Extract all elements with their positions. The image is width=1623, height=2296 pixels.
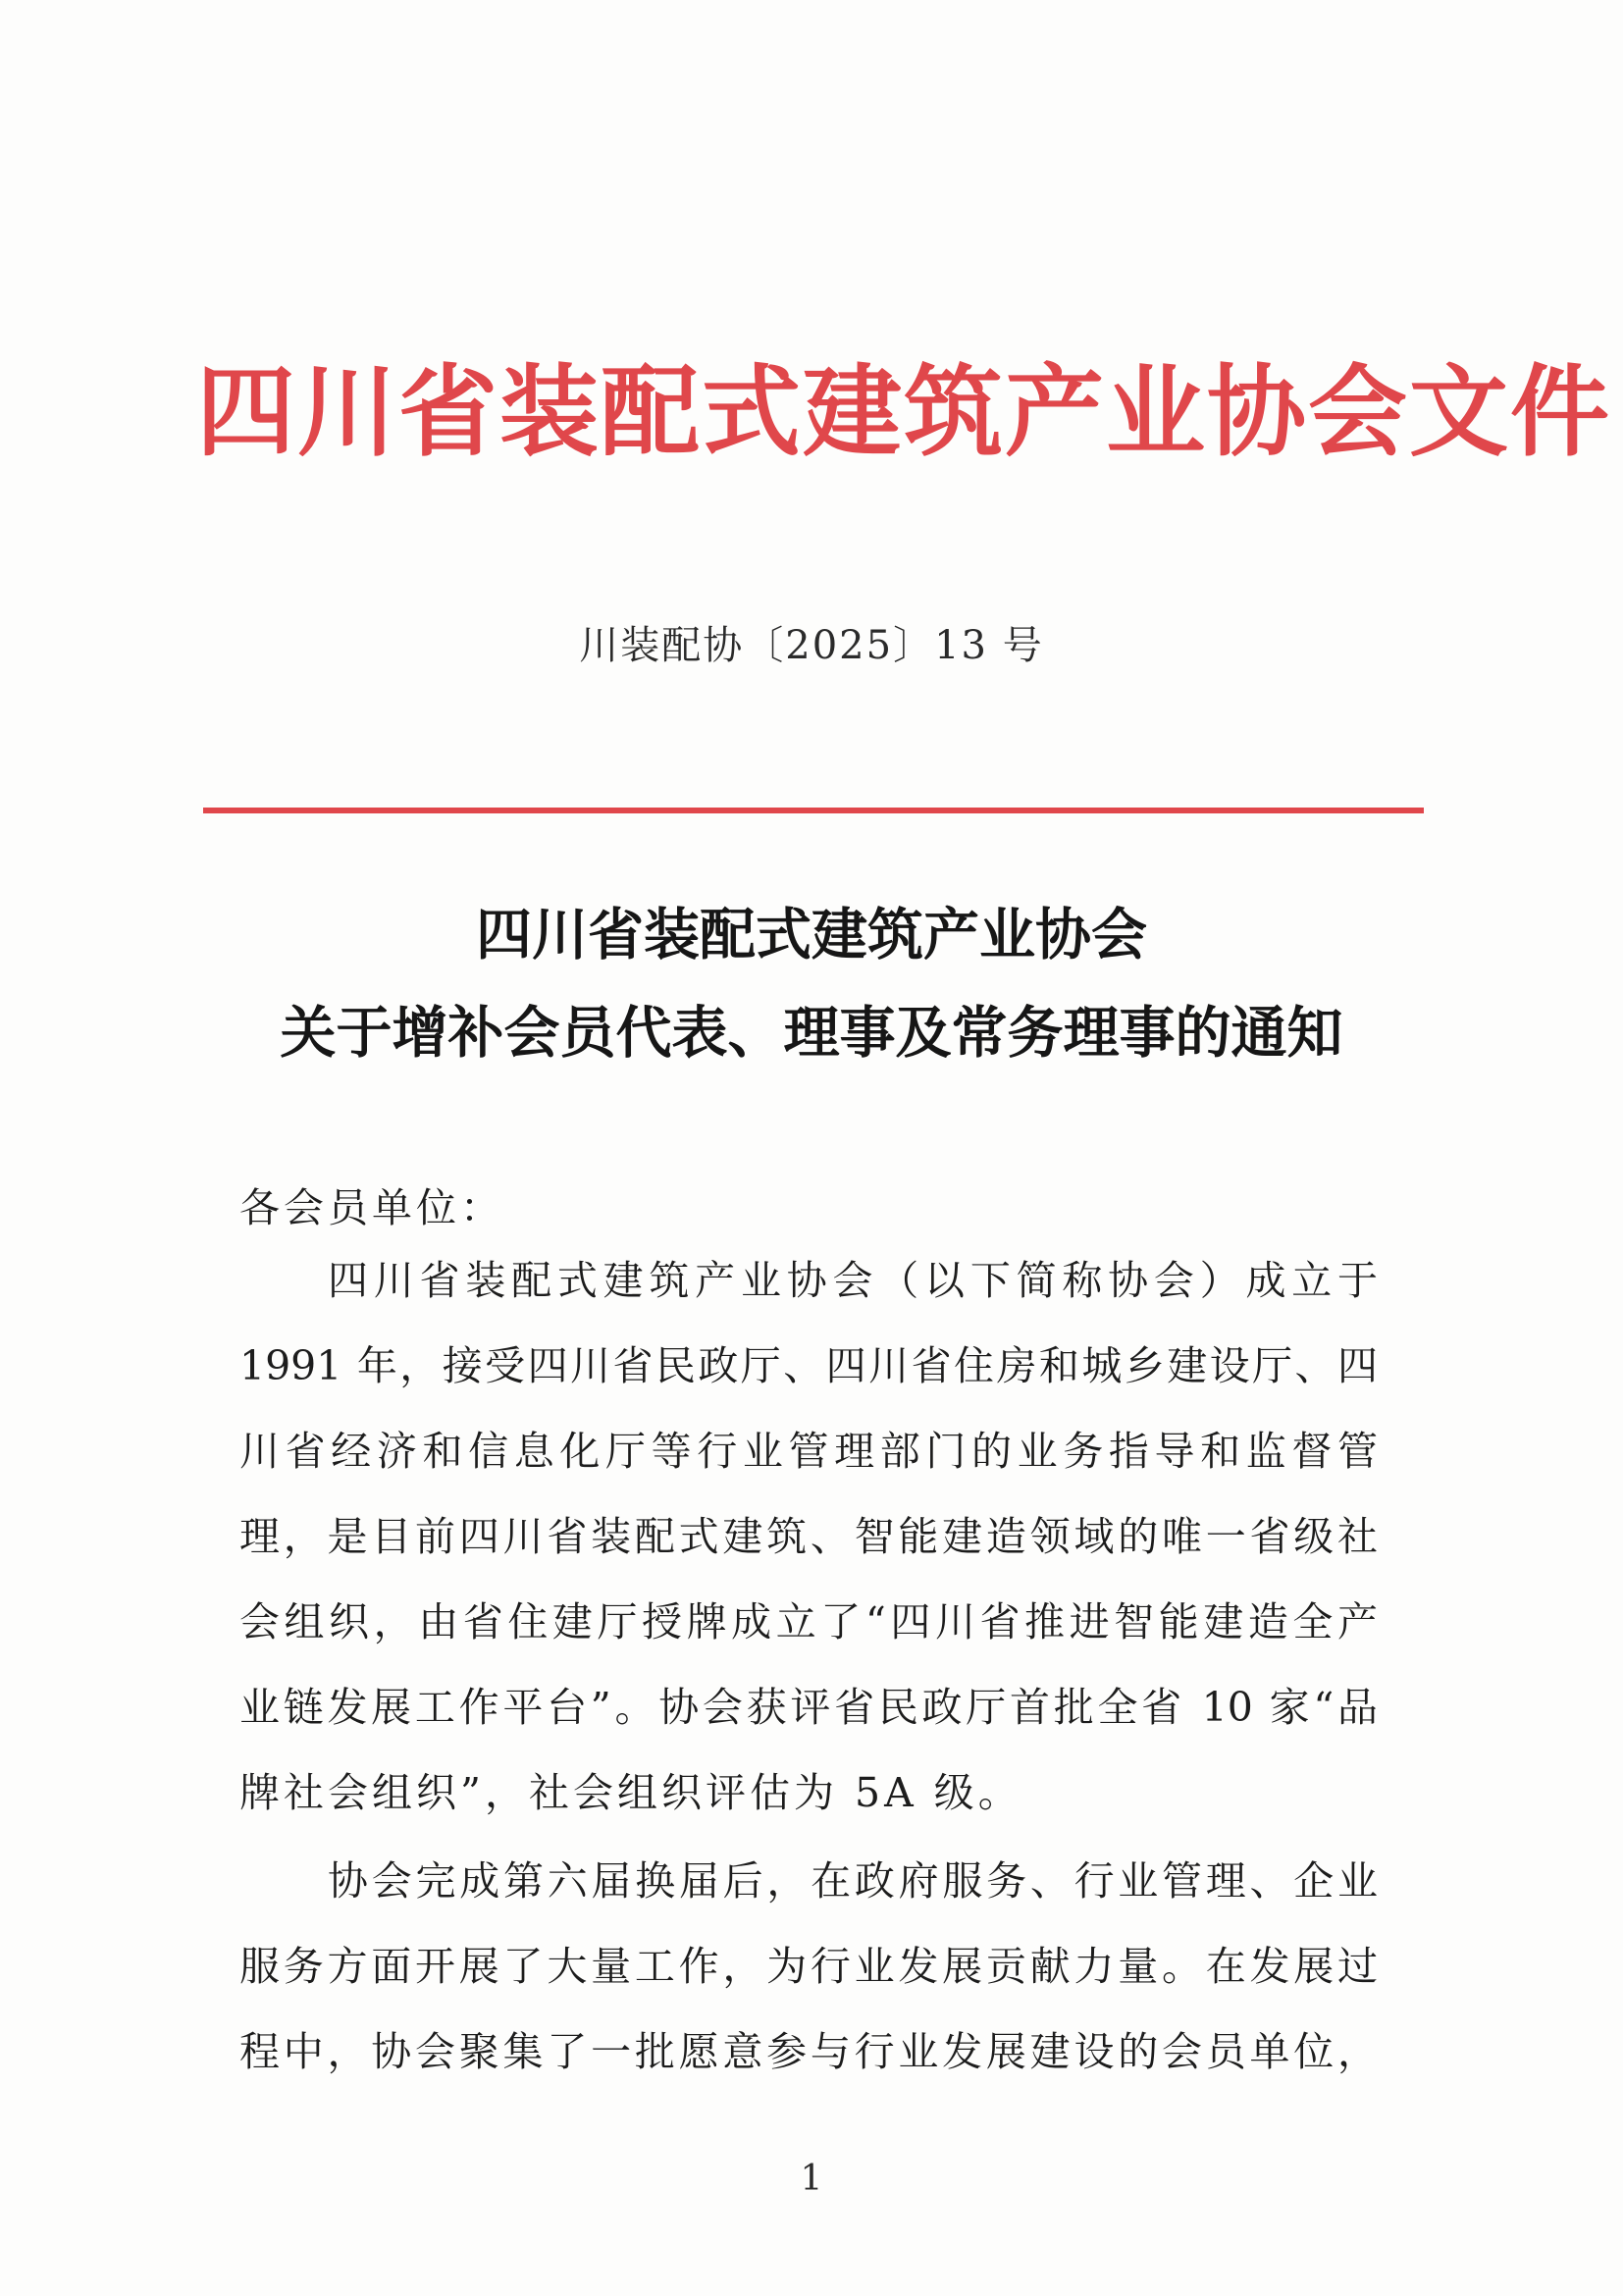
salutation: 各会员单位： — [239, 1184, 504, 1231]
body-line: 理，是目前四川省装配式建筑、智能建造领域的唯一省级社 — [239, 1513, 1378, 1560]
body-line: 程中，协会聚集了一批愿意参与行业发展建设的会员单位， — [239, 2028, 1378, 2075]
body-line: 牌社会组织”，社会组织评估为 5A 级。 — [239, 1769, 1022, 1816]
red-divider-rule — [203, 808, 1424, 813]
body-line: 四川省装配式建筑产业协会（以下简称协会）成立于 — [328, 1257, 1378, 1304]
page-number: 1 — [800, 2159, 823, 2199]
document-title-line-2: 关于增补会员代表、理事及常务理事的通知 — [280, 1000, 1343, 1066]
body-line: 服务方面开展了大量工作，为行业发展贡献力量。在发展过 — [239, 1943, 1378, 1990]
body-line: 1991 年，接受四川省民政厅、四川省住房和城乡建设厅、四 — [239, 1342, 1378, 1389]
body-line: 业链发展工作平台”。协会获评省民政厅首批全省 10 家“品 — [239, 1684, 1378, 1731]
body-line: 会组织，由省住建厅授牌成立了“四川省推进智能建造全产 — [239, 1598, 1378, 1645]
document-number: 川装配协〔2025〕13 号 — [579, 623, 1044, 668]
body-line: 川省经济和信息化厅等行业管理部门的业务指导和监督管 — [239, 1428, 1378, 1475]
document-masthead: 四川省装配式建筑产业协会文件 — [196, 354, 1612, 470]
body-line: 协会完成第六届换届后，在政府服务、行业管理、企业 — [328, 1857, 1378, 1905]
document-title-line-1: 四川省装配式建筑产业协会 — [476, 902, 1147, 967]
